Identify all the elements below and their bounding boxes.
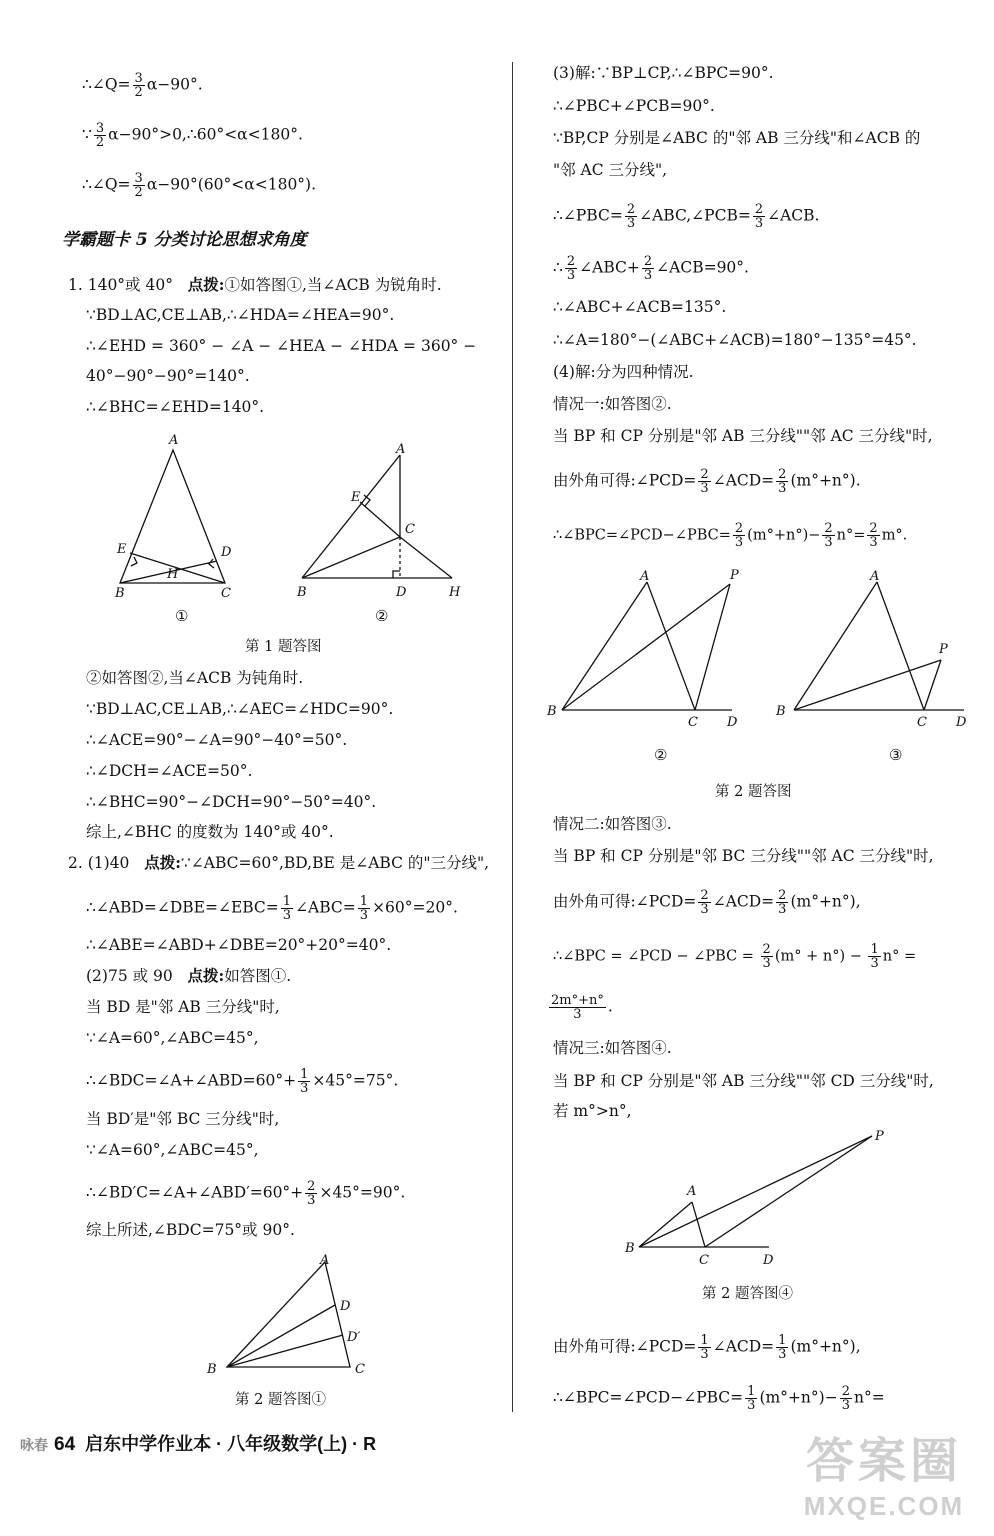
fraction-den: 3 — [778, 481, 787, 496]
text-line: ∵BD⊥AC,CE⊥AB,∴∠AEC=∠HDC=90°. — [86, 700, 394, 718]
fraction-num: 2 — [626, 202, 636, 217]
text-line: ∴∠ABE=∠ABD+∠DBE=20°+20°=40°. — [86, 936, 392, 954]
text-line: 当 BP 和 CP 分别是"邻 AB 三分线""邻 CD 三分线"时, — [553, 1072, 934, 1090]
book-title: 启东中学作业本 · 八年级数学(上) · R — [85, 1434, 377, 1454]
line-text: α−90°. — [146, 75, 203, 94]
text-line: 当 BP 和 CP 分别是"邻 AB 三分线""邻 AC 三分线"时, — [553, 427, 933, 445]
fraction-num: 2 — [307, 1179, 316, 1194]
left-column — [0, 0, 505, 1420]
fraction — [625, 203, 637, 230]
figure-3 — [200, 1250, 380, 1380]
fraction — [776, 889, 788, 916]
figure-1 — [105, 425, 245, 630]
fig4-label-p: P — [730, 568, 739, 583]
figure-caption: 第 2 题答图 — [715, 784, 792, 800]
fraction-den: 3 — [762, 956, 771, 971]
fig5-label-p: P — [939, 642, 948, 657]
fig4-number: ② — [654, 746, 668, 764]
figure-5 — [769, 560, 979, 770]
line-text: (m°+n°), — [790, 1337, 861, 1356]
line-text: 由外角可得:∠PCD= — [553, 471, 697, 490]
fig3-label-dprime: D′ — [347, 1330, 361, 1345]
fraction-den: 3 — [778, 1347, 787, 1362]
text-line: ∴∠EHD = 360° − ∠A − ∠HEA − ∠HDA = 360° − — [86, 337, 477, 355]
fraction-num: 2 — [841, 1384, 850, 1399]
fraction-num: 2 — [700, 467, 709, 482]
line-text: (m°+n°)− — [759, 1388, 838, 1407]
fraction — [753, 203, 765, 230]
line-text: ∴∠BD′C=∠A+∠ABD′=60°+ — [86, 1183, 304, 1202]
fraction-num: 2 — [762, 942, 771, 957]
text-line: 情况一:如答图②. — [553, 395, 672, 413]
line-text: ∠ACD= — [712, 1337, 775, 1356]
line-text: (m°+n°)− — [747, 527, 821, 544]
fraction-den: 3 — [870, 956, 879, 971]
figure-4 — [537, 560, 752, 770]
fig4-label-d: D — [727, 715, 738, 730]
fraction-num: 1 — [300, 1067, 309, 1082]
fig2-label-h: H — [449, 585, 461, 600]
fig5-label-a: A — [870, 569, 880, 584]
fraction-den: 3 — [359, 908, 369, 923]
text-line: ∴∠ABC+∠ACB=135°. — [553, 298, 727, 316]
fig1-label-c: C — [221, 586, 231, 601]
text-line: ②如答图②,当∠ACB 为钝角时. — [86, 669, 304, 687]
text-line — [82, 72, 203, 99]
fraction — [305, 1180, 317, 1207]
fraction-num: 2 — [643, 254, 653, 269]
fraction-num: 2 — [869, 521, 878, 536]
fraction-num: 1 — [282, 894, 292, 909]
figure-2 — [290, 440, 470, 630]
fig3-label-a: A — [320, 1253, 330, 1268]
fraction — [761, 943, 773, 970]
text-line: ∴∠DCH=∠ACE=50°. — [86, 762, 253, 780]
line-text: ∴∠BDC=∠A+∠ABD=60°+ — [86, 1071, 297, 1090]
fig5-number: ③ — [889, 746, 903, 764]
fig2-label-c: C — [405, 522, 415, 537]
fraction-den: 2 — [134, 85, 143, 100]
fraction — [776, 1334, 788, 1361]
fraction-den: 3 — [700, 481, 709, 496]
text-line — [553, 203, 819, 230]
line-text: ∴∠Q= — [82, 75, 131, 94]
fraction-num: 1 — [700, 1333, 709, 1348]
line-text: ∴∠BPC=∠PCD−∠PBC= — [553, 1388, 744, 1407]
watermark-logo — [794, 1433, 974, 1528]
line-text: ×45°=90°. — [319, 1183, 406, 1202]
line-text: n°= — [836, 527, 866, 544]
fraction-den: 3 — [754, 216, 764, 231]
line-text: ∵∠ABC=60°,BD,BE 是∠ABC 的"三分线", — [180, 854, 490, 872]
fig1-label-d: D — [221, 545, 232, 560]
fraction-num: 3 — [134, 71, 143, 86]
fraction-num: 3 — [134, 171, 143, 186]
fraction-num: 2 — [566, 254, 576, 269]
fraction-den: 2 — [95, 135, 105, 150]
line-text: ∵ — [82, 125, 92, 144]
fraction-num: 2 — [754, 202, 764, 217]
line-text: (m°+n°). — [790, 471, 861, 490]
text-line: 40°−90°−90°=140°. — [86, 367, 250, 385]
fig2-label-d: D — [396, 585, 407, 600]
line-text: α−90°(60°<α<180°). — [146, 175, 317, 194]
line-text: ∴∠PBC= — [553, 206, 623, 225]
line-text: 1. 140°或 40° — [68, 276, 173, 294]
fig2-label-b: B — [297, 585, 307, 600]
fig2-number: ② — [375, 607, 389, 625]
line-text: ∠ABC= — [295, 898, 356, 917]
fig1-label-e: E — [117, 542, 127, 557]
text-line: "邻 AC 三分线", — [553, 161, 668, 179]
fraction-num: 2 — [778, 888, 787, 903]
text-line — [68, 853, 489, 873]
text-line: 当 BD 是"邻 AB 三分线"时, — [86, 998, 280, 1016]
figure-6 — [617, 1125, 897, 1275]
text-line: ∵∠A=60°,∠ABC=45°, — [86, 1141, 259, 1159]
fraction — [698, 889, 710, 916]
fraction — [642, 255, 654, 282]
fraction-den: 2 — [134, 185, 143, 200]
fraction — [745, 1385, 757, 1412]
text-line — [86, 966, 291, 986]
line-text: ∴ — [553, 258, 563, 277]
fig4-label-b: B — [547, 704, 557, 719]
fraction-den: 3 — [282, 908, 292, 923]
fraction-num: 1 — [359, 894, 369, 909]
fig6-label-a: A — [687, 1184, 697, 1199]
text-line: ∴∠BHC=90°−∠DCH=90°−50°=40°. — [86, 793, 377, 811]
line-text: ∠ABC,∠PCB= — [639, 206, 751, 225]
line-text: 由外角可得:∠PCD= — [553, 892, 697, 911]
fig4-label-c: C — [688, 715, 698, 730]
fraction-num: 1 — [778, 1333, 787, 1348]
fraction — [867, 522, 879, 549]
fig6-label-c: C — [699, 1253, 709, 1268]
text-line: ∴∠A=180°−(∠ABC+∠ACB)=180°−135°=45°. — [553, 331, 917, 349]
line-text: (m° + n°) − — [774, 948, 867, 965]
fraction-den: 3 — [307, 1193, 316, 1208]
fraction — [358, 895, 370, 922]
fraction-den: 3 — [700, 1347, 709, 1362]
fraction-den: 3 — [778, 902, 787, 917]
fraction — [133, 72, 145, 99]
fraction-den: 3 — [300, 1081, 309, 1096]
fig1-number: ① — [175, 607, 189, 625]
fraction — [565, 255, 577, 282]
fraction — [298, 1068, 310, 1095]
line-text: (m°+n°), — [790, 892, 861, 911]
fraction-den: 3 — [566, 268, 576, 283]
fraction-num: 2 — [824, 521, 833, 536]
line-text: m°. — [881, 527, 908, 544]
fig5-label-d: D — [956, 715, 967, 730]
fig4-label-a: A — [640, 569, 650, 584]
line-text: n° = — [882, 948, 917, 965]
line-text: 如答图①. — [224, 967, 292, 985]
line-text: ①如答图①,当∠ACB 为锐角时. — [224, 276, 442, 294]
text-line: (4)解:分为四种情况. — [553, 363, 694, 381]
text-line: 情况二:如答图③. — [553, 815, 672, 833]
figure-caption: 第 1 题答图 — [245, 639, 322, 655]
fraction-den: 3 — [643, 268, 653, 283]
hint-label: 点拨: — [144, 853, 181, 872]
fig1-label-h: H — [167, 567, 179, 582]
line-text: n°= — [853, 1388, 885, 1407]
text-line — [553, 889, 861, 916]
fig3-label-d: D — [340, 1299, 351, 1314]
line-text: ∠ACD= — [712, 892, 775, 911]
line-text: ∴∠ABD=∠DBE=∠EBC= — [86, 898, 279, 917]
text-line — [547, 994, 613, 1021]
text-line — [553, 1334, 861, 1361]
text-line — [82, 172, 316, 199]
fraction — [698, 468, 710, 495]
text-line — [82, 122, 303, 149]
figure-caption: 第 2 题答图④ — [702, 1286, 793, 1302]
text-line: ∵BP,CP 分别是∠ABC 的"邻 AB 三分线"和∠ACB 的 — [553, 129, 921, 147]
fraction-den: 3 — [747, 1398, 756, 1413]
fraction — [94, 122, 106, 149]
fig6-label-p: P — [875, 1129, 884, 1144]
line-text: ∠ACB=90°. — [656, 258, 749, 277]
line-text: 由外角可得:∠PCD= — [553, 1337, 697, 1356]
line-text: ×60°=20°. — [372, 898, 458, 917]
line-text: ∴∠BPC=∠PCD−∠PBC= — [553, 527, 731, 544]
fraction — [281, 895, 293, 922]
fig3-label-b: B — [207, 1362, 217, 1377]
fig1-label-a: A — [169, 433, 179, 448]
text-line — [86, 1180, 405, 1207]
hint-label: 点拨: — [187, 966, 225, 985]
figure-caption: 第 2 题答图① — [235, 1392, 326, 1408]
fraction-num: 1 — [870, 942, 879, 957]
fig1-label-b: B — [115, 586, 125, 601]
line-text: ×45°=75°. — [312, 1071, 399, 1090]
text-line: 综上,∠BHC 的度数为 140°或 40°. — [86, 823, 334, 841]
hint-label: 点拨: — [187, 275, 225, 294]
line-text: α−90°>0,∴60°<α<180°. — [108, 125, 303, 144]
line-text: ∴∠Q= — [82, 175, 131, 194]
page-footer — [20, 1430, 376, 1456]
footer-prefix: 咏春 — [20, 1437, 48, 1453]
fig6-label-b: B — [625, 1241, 635, 1256]
text-line: 情况三:如答图④. — [553, 1039, 672, 1057]
text-line — [86, 1068, 398, 1095]
fraction — [840, 1385, 852, 1412]
fraction-den: 3 — [626, 216, 636, 231]
fraction-den: 3 — [824, 535, 833, 550]
line-text: ∠ACD= — [712, 471, 775, 490]
line-text: . — [607, 997, 613, 1016]
fig6-label-d: D — [763, 1253, 774, 1268]
watermark-url: MXQE.COM — [803, 1491, 965, 1521]
text-line: ∴∠ACE=90°−∠A=90°−40°=50°. — [86, 731, 348, 749]
line-text: ∠ABC+ — [579, 258, 640, 277]
text-line: ∴∠BHC=∠EHD=140°. — [86, 398, 265, 416]
text-line: ∴∠PBC+∠PCB=90°. — [553, 97, 715, 115]
fraction — [822, 522, 834, 549]
line-text: ∠ACB. — [767, 206, 820, 225]
fraction — [698, 1334, 710, 1361]
text-line — [553, 468, 861, 495]
text-line: ∵BD⊥AC,CE⊥AB,∴∠HDA=∠HEA=90°. — [86, 306, 395, 324]
fraction-den: 3 — [734, 535, 744, 550]
column-divider — [512, 62, 513, 1412]
fraction-num: 2 — [778, 467, 787, 482]
text-line: 若 m°>n°, — [553, 1102, 632, 1120]
fraction-den: 3 — [700, 902, 709, 917]
text-line: 当 BD′是"邻 BC 三分线"时, — [86, 1110, 280, 1128]
text-line — [553, 522, 907, 549]
text-line — [553, 255, 749, 282]
fraction-num: 2 — [734, 521, 744, 536]
fraction — [549, 994, 606, 1021]
text-line — [68, 275, 442, 295]
fraction — [133, 172, 145, 199]
fraction — [733, 522, 745, 549]
fraction — [868, 943, 880, 970]
right-column — [517, 0, 994, 1420]
page-number: 64 — [54, 1434, 76, 1455]
text-line — [553, 943, 916, 970]
text-line: 当 BP 和 CP 分别是"邻 BC 三分线""邻 AC 三分线"时, — [553, 847, 934, 865]
line-text: 2. (1)40 — [68, 854, 130, 872]
text-line — [553, 1385, 885, 1412]
text-line: ∵∠A=60°,∠ABC=45°, — [86, 1029, 259, 1047]
fraction-num: 2 — [700, 888, 709, 903]
fraction-num: 3 — [95, 121, 105, 136]
fig2-label-e: E — [351, 490, 361, 505]
fig3-label-c: C — [355, 1362, 365, 1377]
fraction-num: 2m°+n° — [551, 993, 604, 1008]
fig5-label-b: B — [776, 704, 786, 719]
watermark-text: 答案圈 — [805, 1435, 962, 1488]
line-text: (2)75 或 90 — [86, 967, 173, 985]
line-text: ∴∠BPC = ∠PCD − ∠PBC = — [553, 948, 759, 965]
text-line — [86, 895, 458, 922]
fraction-num: 1 — [747, 1384, 756, 1399]
section-title: 学霸题卡 5 分类讨论思想求角度 — [62, 230, 307, 250]
fraction-den: 3 — [869, 535, 878, 550]
fig5-label-c: C — [917, 715, 927, 730]
fraction-den: 3 — [841, 1398, 850, 1413]
fig2-label-a: A — [396, 442, 406, 457]
text-line: (3)解:∵BP⊥CP,∴∠BPC=90°. — [553, 64, 774, 82]
fraction — [776, 468, 788, 495]
text-line: 综上所述,∠BDC=75°或 90°. — [86, 1221, 295, 1239]
fraction-den: 3 — [573, 1007, 582, 1022]
